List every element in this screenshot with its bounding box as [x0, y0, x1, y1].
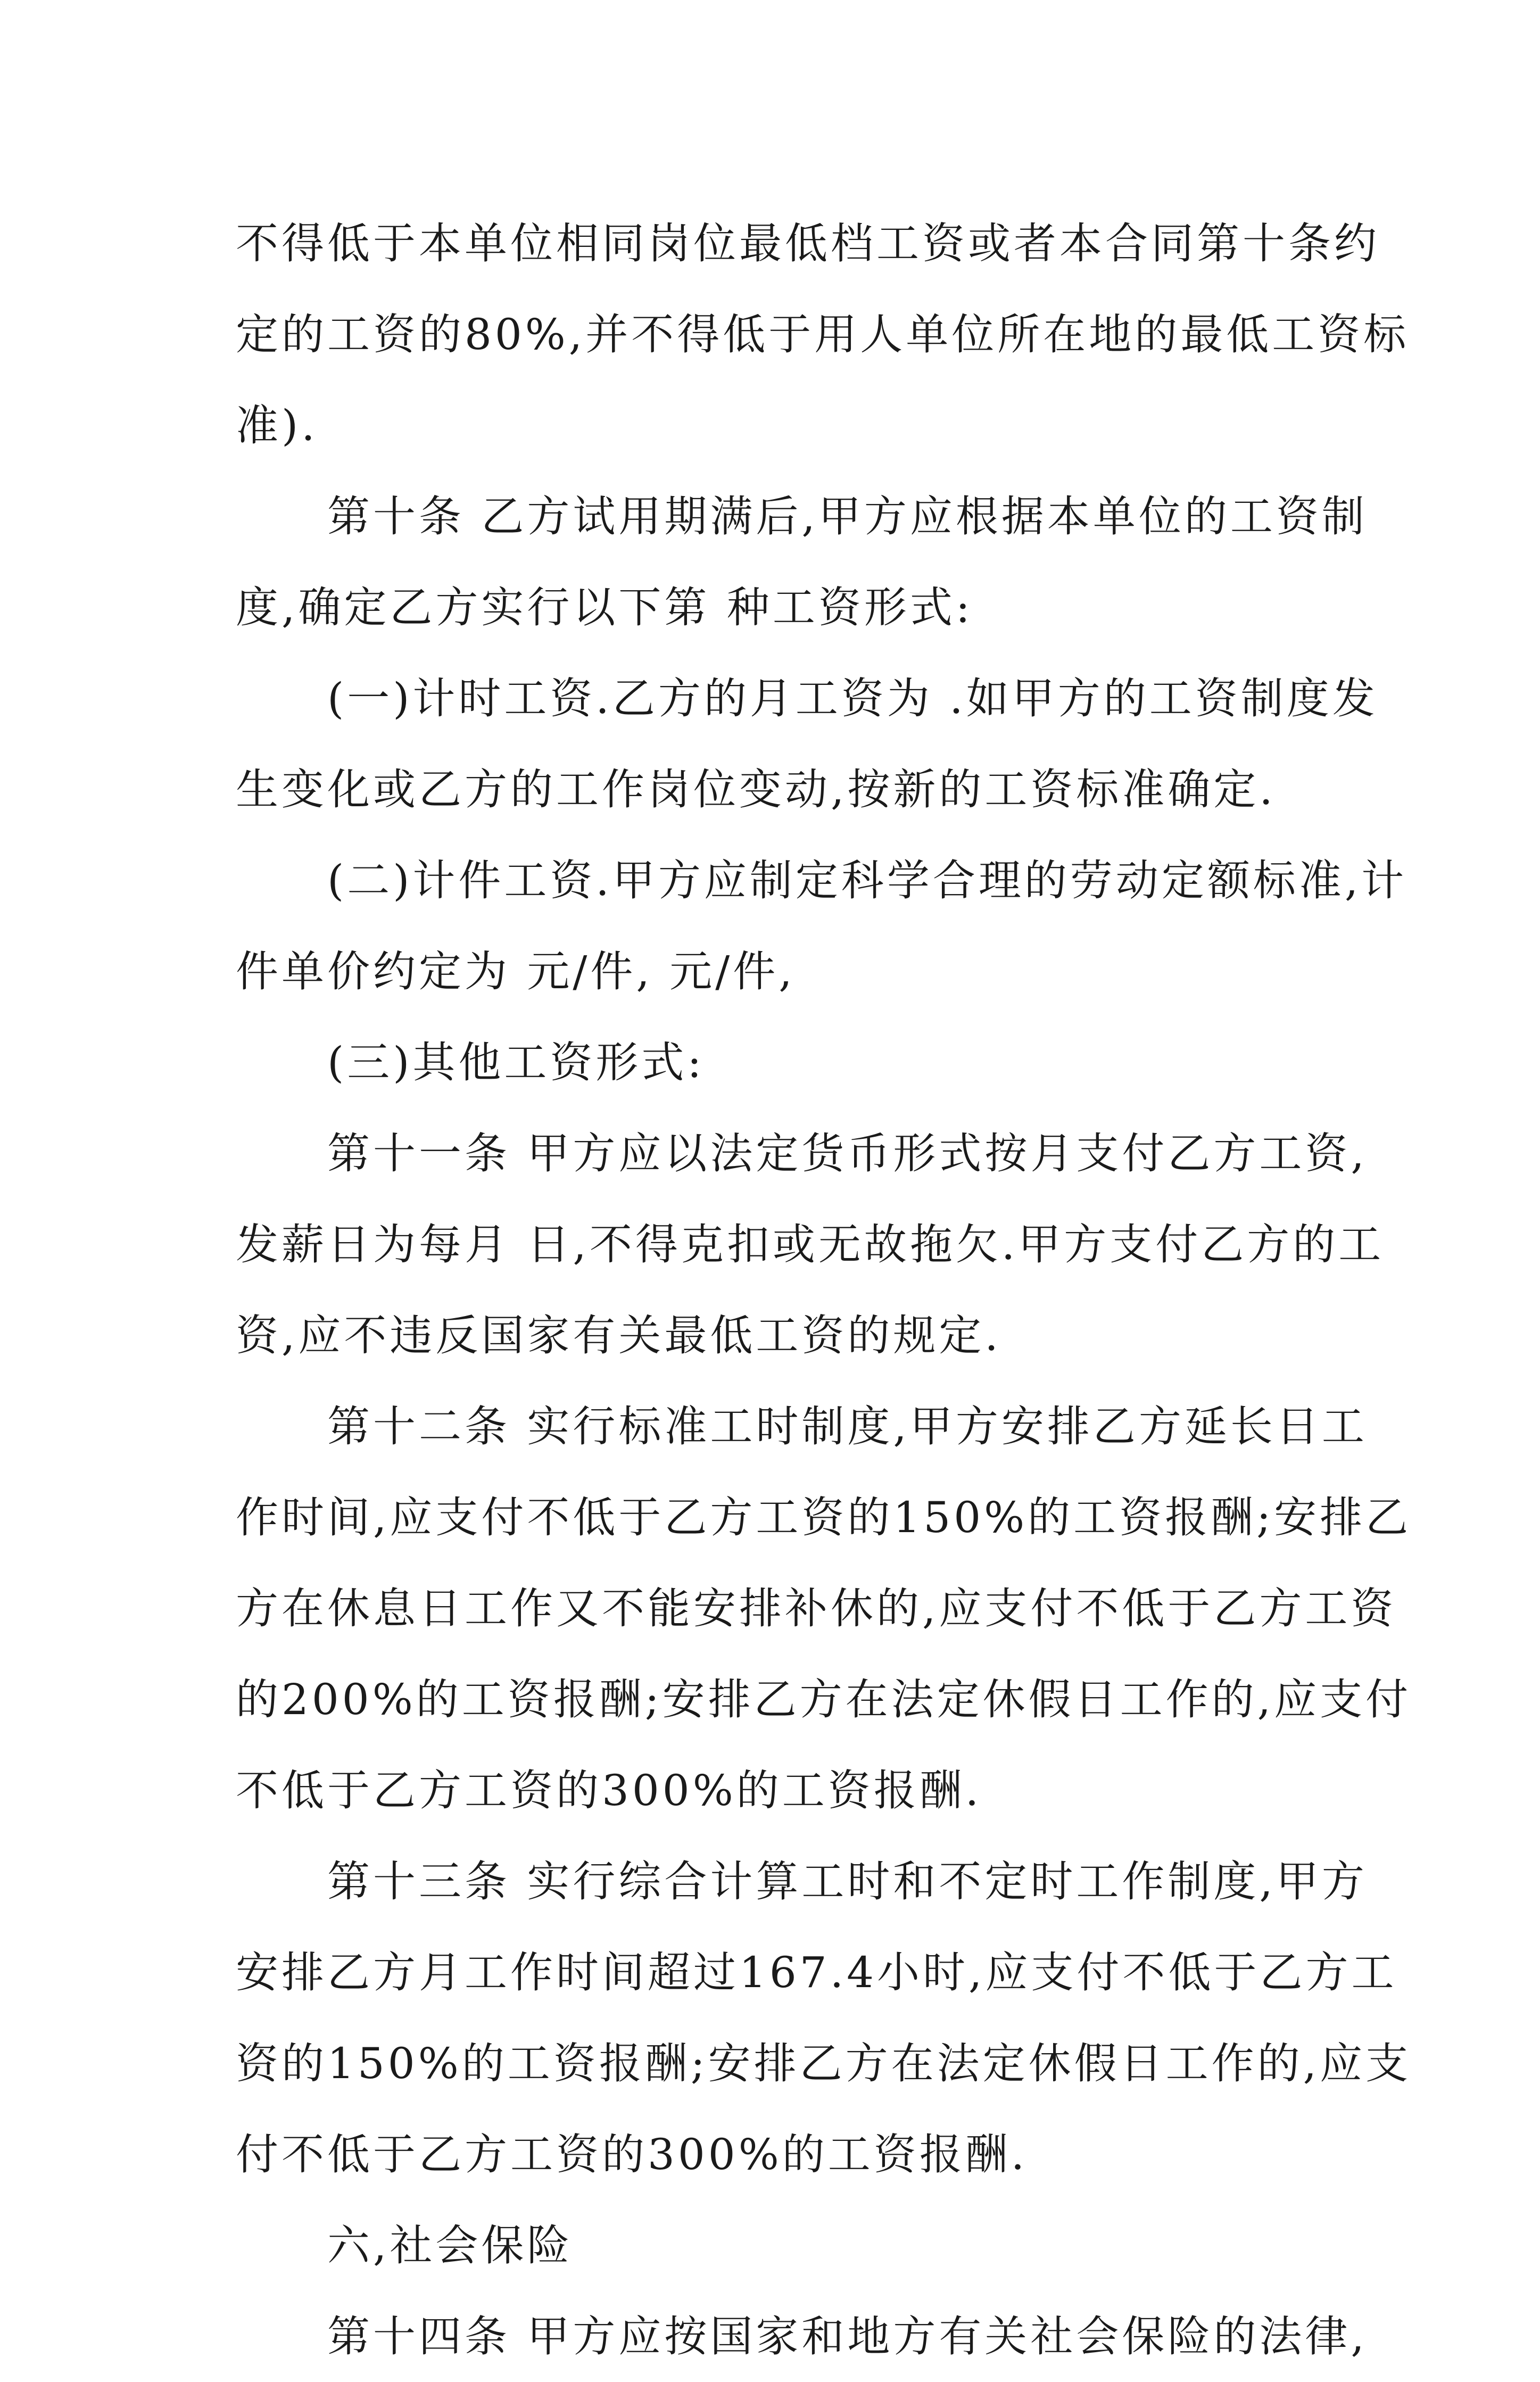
- text-line: 定的工资的80%,并不得低于用人单位所在地的最低工资标: [236, 310, 1410, 359]
- wage-form-2-line: (二)计件工资.甲方应制定科学合理的劳动定额标准,计: [327, 856, 1407, 905]
- section-6-heading: 六,社会保险: [327, 2221, 573, 2270]
- wage-form-1-line: (一)计时工资.乙方的月工资为 .如甲方的工资制度发: [327, 674, 1378, 723]
- text-line: 不得低于本单位相同岗位最低档工资或者本合同第十条约: [236, 219, 1380, 268]
- article-11-heading-line: 第十一条 甲方应以法定货币形式按月支付乙方工资,: [327, 1129, 1368, 1178]
- text-line: 安排乙方月工作时间超过167.4小时,应支付不低于乙方工: [236, 1948, 1397, 1997]
- text-line: 件单价约定为 元/件, 元/件,: [236, 947, 796, 996]
- article-10-heading-line: 第十条 乙方试用期满后,甲方应根据本单位的工资制: [327, 492, 1368, 541]
- text-line: 发薪日为每月 日,不得克扣或无故拖欠.甲方支付乙方的工: [236, 1220, 1385, 1269]
- text-line: 度,确定乙方实行以下第 种工资形式:: [236, 583, 973, 632]
- article-14-heading-line: 第十四条 甲方应按国家和地方有关社会保险的法律,: [327, 2312, 1368, 2361]
- text-line: 准).: [236, 401, 318, 450]
- text-line: 生变化或乙方的工作岗位变动,按新的工资标准确定.: [236, 765, 1276, 814]
- text-line: 付不低于乙方工资的300%的工资报酬.: [236, 2130, 1028, 2179]
- text-line: 作时间,应支付不低于乙方工资的150%的工资报酬;安排乙: [236, 1493, 1412, 1542]
- text-line: 方在休息日工作又不能安排补休的,应支付不低于乙方工资: [236, 1584, 1397, 1633]
- article-13-heading-line: 第十三条 实行综合计算工时和不定时工作制度,甲方: [327, 1857, 1368, 1906]
- wage-form-3-line: (三)其他工资形式:: [327, 1038, 705, 1087]
- text-line: 资的150%的工资报酬;安排乙方在法定休假日工作的,应支: [236, 2039, 1412, 2088]
- text-line: 的200%的工资报酬;安排乙方在法定休假日工作的,应支付: [236, 1675, 1412, 1724]
- contract-body-text: [236, 198, 1412, 2382]
- article-12-heading-line: 第十二条 实行标准工时制度,甲方安排乙方延长日工: [327, 1402, 1368, 1451]
- text-line: 不低于乙方工资的300%的工资报酬.: [236, 1766, 982, 1815]
- text-line: 资,应不违反国家有关最低工资的规定.: [236, 1311, 1001, 1360]
